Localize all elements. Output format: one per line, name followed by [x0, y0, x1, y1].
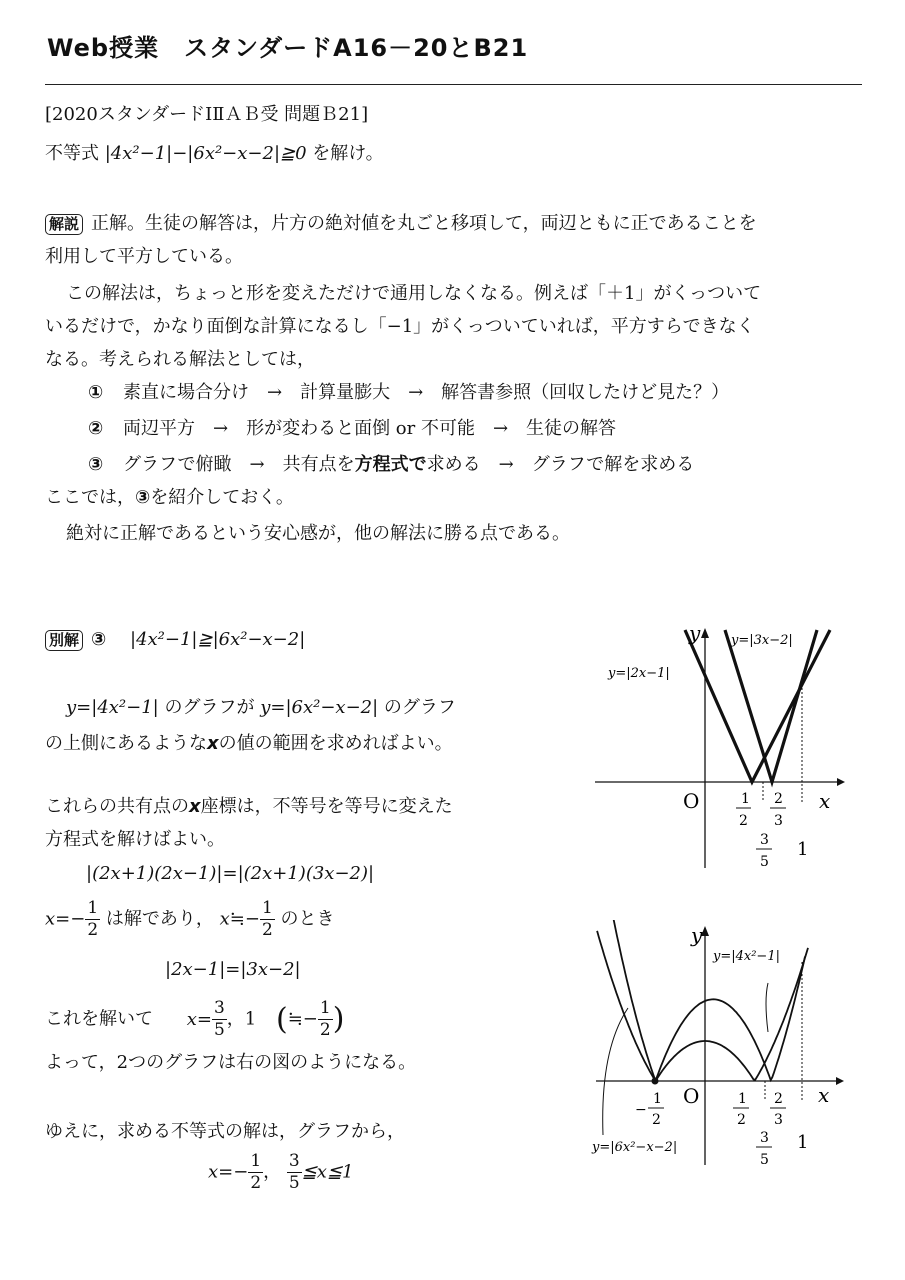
graph-1-axis-x-label: x	[819, 789, 831, 813]
ans-mid: ，	[263, 1161, 282, 1183]
eq2-fraction: $\frac{1}{2}$	[87, 898, 99, 940]
alt-line-2	[45, 731, 453, 757]
graph-2-tick-neghalf-den: 2	[652, 1112, 661, 1128]
alt-l2-var: x	[207, 733, 219, 754]
graph-2-curve-6x2-x-2	[609, 920, 805, 1080]
ans-post: ≦x≦1	[301, 1161, 354, 1183]
graph-1-tick-23-num: 2	[774, 791, 783, 807]
method-3-text-bold: 方程式で	[354, 454, 427, 475]
alt-l2-post: の値の範囲を求めればよい。	[218, 733, 453, 754]
graph-2-label-4x2-1: y=|4x²−1|	[713, 949, 780, 964]
graph-2-axis-y-label: y	[691, 923, 703, 947]
alt-line-1	[66, 695, 456, 721]
alt-heading	[45, 627, 305, 653]
graph-1-tick-one: 1	[797, 839, 809, 860]
intro-number: ③	[135, 487, 151, 508]
graph-1-tick-35-num: 3	[760, 832, 769, 848]
method-3-text-pre: グラフで俯瞰 → 共有点を	[122, 454, 355, 475]
graph-2	[588, 920, 853, 1170]
alt-conclusion: よって，2つのグラフは右の図のようになる。	[45, 1052, 417, 1073]
alt-tag: 別解	[45, 630, 83, 651]
graph-1-line-3x-2	[725, 630, 817, 782]
method-2-text: 両辺平方 → 形が変わると面倒 or 不可能 → 生徒の解答	[122, 418, 617, 439]
graph-1-y-arrow-icon	[701, 628, 709, 638]
commentary-tag: 解説	[45, 214, 83, 235]
graph-2-tick-neg: −	[635, 1102, 647, 1118]
graph-2-origin: O	[683, 1084, 700, 1108]
graph-2-tick-neghalf-num: 1	[653, 1091, 662, 1107]
graph-2-tick-35-num: 3	[760, 1130, 769, 1146]
alt-solve: これを解いて x= $\frac{3}{5}$ ，1 (≒− $\frac{1}{2}$ )	[45, 998, 345, 1040]
solve-one: ，1	[226, 1008, 257, 1030]
eq2-mid: は解であり，	[105, 908, 214, 930]
method-3-number: ③	[88, 454, 104, 475]
graph-1	[585, 620, 850, 870]
method-2-number: ②	[88, 418, 104, 439]
graph-2-tick-half-num: 1	[738, 1091, 747, 1107]
alt-eq-1: |(2x+1)(2x−1)|=|(2x+1)(3x−2)|	[86, 863, 375, 884]
alt-line-3	[45, 794, 453, 820]
graph-1-x-arrow-icon	[837, 778, 845, 786]
method-3	[88, 452, 694, 478]
commentary-p3: 絶対に正解であるという安心感が，他の解法に勝る点である。	[66, 523, 570, 544]
ans-half: $\frac{1}{2}$	[250, 1151, 262, 1193]
alt-l1-func1: y=|4x²−1|	[66, 697, 159, 718]
title-rule	[45, 84, 862, 85]
alt-inequality: |4x²−1|≧|6x²−x−2|	[130, 629, 306, 650]
graph-2-axis-x-label: x	[818, 1083, 830, 1107]
alt-answer-pre: ゆえに，求める不等式の解は，グラフから，	[45, 1121, 405, 1142]
solve-ne: ≒−	[287, 1008, 318, 1030]
statement-prefix: 不等式	[45, 143, 99, 164]
commentary-line-1	[45, 211, 757, 237]
eq2-lhs: x=−	[45, 908, 86, 930]
solve-fraction: $\frac{3}{5}$	[213, 998, 225, 1040]
eq2-post: のとき	[280, 908, 335, 930]
graph-2-leader-line-1	[766, 983, 768, 1032]
graph-2-label-6x2-x-2: y=|6x²−x−2|	[592, 1140, 678, 1155]
eq2-cond-fraction: $\frac{1}{2}$	[261, 898, 273, 940]
graph-2-tick-23-den: 3	[774, 1112, 783, 1128]
graph-1-label-2x-1: y=|2x−1|	[608, 666, 670, 681]
graph-2-tick-23-num: 2	[774, 1091, 783, 1107]
graph-2-tick-one: 1	[797, 1132, 809, 1153]
graph-1-tick-23-den: 3	[774, 813, 783, 829]
alt-l1-func2: y=|6x²−x−2|	[260, 697, 379, 718]
graph-1-tick-35-den: 5	[760, 854, 769, 870]
method-3-text-post: 求める → グラフで解を求める	[426, 454, 695, 475]
commentary-p1-line2: 利用して平方している。	[45, 246, 243, 267]
graph-1-tick-half-num: 1	[741, 791, 750, 807]
ans-x: x=−	[208, 1161, 249, 1183]
method-1	[88, 380, 729, 406]
alt-l2-pre: の上側にあるような	[45, 733, 207, 754]
alt-l3-pre: これらの共有点の	[45, 796, 189, 817]
alt-l1-mid: のグラフが	[164, 697, 255, 718]
ans-three-fifths: $\frac{3}{5}$	[288, 1151, 300, 1193]
commentary-intro	[45, 485, 294, 511]
alt-number: ③	[91, 629, 107, 650]
alt-l3-var: x	[189, 796, 201, 817]
alt-line-4: 方程式を解けばよい。	[45, 829, 225, 850]
alt-answer	[208, 1153, 354, 1192]
alt-l1-post: のグラフ	[383, 697, 456, 718]
commentary-p2-line2: いるだけで，かなり面倒な計算になるし「−1」がくっついていれば，平方すらできなく	[45, 316, 755, 337]
alt-l3-post: 座標は，不等号を等号に変えた	[200, 796, 453, 817]
graph-1-tick-half-den: 2	[739, 813, 748, 829]
solve-pre: これを解いて	[45, 1008, 153, 1030]
graph-1-label-3x-2: y=|3x−2|	[731, 633, 793, 648]
graph-2-tick-half-den: 2	[737, 1112, 746, 1128]
method-1-text: 素直に場合分け → 計算量膨大 → 解答書参照（回収したけど見た？）	[122, 382, 730, 403]
commentary-p2-line1: この解法は，ちょっと形を変えただけで通用しなくなる。例えば「＋1」がくっついて	[66, 283, 762, 304]
alt-eq-3: |2x−1|=|3x−2|	[165, 959, 301, 980]
method-1-number: ①	[88, 382, 104, 403]
statement-suffix: を解け。	[312, 143, 384, 164]
page-title: Web授業 スタンダードA16－20とB21	[47, 34, 529, 62]
solve-ne-fraction: $\frac{1}{2}$	[319, 998, 331, 1040]
solve-x: x=	[186, 1008, 212, 1030]
intro-post: を紹介しておく。	[150, 487, 294, 508]
graph-2-leader-line-2	[603, 1008, 628, 1135]
intro-pre: ここでは，	[45, 487, 135, 508]
graph-2-intersection-point	[652, 1078, 659, 1085]
statement-expression: |4x²−1|−|6x²−x−2|≧0	[104, 143, 307, 164]
problem-source: [2020スタンダードⅠⅡＡＢ受 問題Ｂ21]	[45, 104, 369, 125]
commentary-p2-line3: なる。考えられる解法としては，	[45, 349, 315, 370]
graph-2-x-arrow-icon	[836, 1077, 844, 1085]
graph-2-tick-35-den: 5	[760, 1152, 769, 1168]
commentary-p1-line1: 正解。生徒の解答は，片方の絶対値を丸ごと移項して，両辺ともに正であることを	[91, 213, 757, 234]
alt-eq-2	[45, 900, 335, 939]
method-2	[88, 416, 616, 442]
eq2-condition: x≒−	[219, 908, 260, 930]
graph-1-axis-y-label: y	[689, 621, 701, 645]
graph-1-line-2x-1	[685, 630, 830, 782]
graph-1-origin: O	[683, 789, 700, 813]
problem-statement	[45, 141, 384, 167]
